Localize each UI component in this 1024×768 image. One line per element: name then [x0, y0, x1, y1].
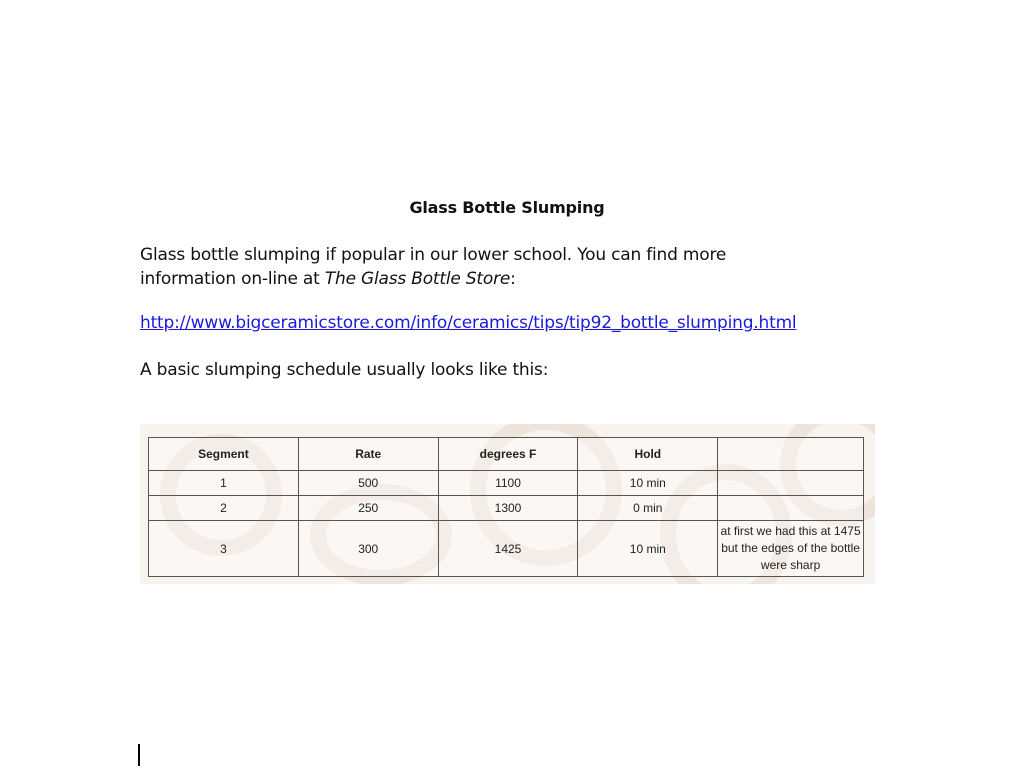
- cell-rate: 500: [298, 471, 438, 496]
- intro-line-1: Glass bottle slumping if popular in our lower school. You can find more: [140, 245, 727, 265]
- schedule-intro: A basic slumping schedule usually looks like this:: [140, 360, 549, 380]
- header-degrees-f: degrees F: [438, 438, 578, 471]
- cell-hold: 10 min: [578, 471, 718, 496]
- table-row: [149, 521, 864, 577]
- cell-degrees: 1425: [438, 521, 578, 577]
- intro-line-2-suffix: :: [510, 269, 516, 289]
- header-notes: [718, 438, 864, 471]
- schedule-table-image: [140, 424, 875, 584]
- intro-paragraph: [140, 243, 900, 291]
- header-rate: Rate: [298, 438, 438, 471]
- bottle-slumping-link[interactable]: http://www.bigceramicstore.com/info/ceramics/tips/tip92_bottle_slumping.html: [140, 313, 797, 333]
- document-title: Glass Bottle Slumping: [409, 198, 605, 217]
- text-cursor[interactable]: [138, 744, 140, 766]
- intro-line-2-prefix: information on-line at: [140, 269, 325, 289]
- cell-rate: 250: [298, 496, 438, 521]
- cell-degrees: 1300: [438, 496, 578, 521]
- table-row: [149, 496, 864, 521]
- header-segment: Segment: [149, 438, 299, 471]
- header-hold: Hold: [578, 438, 718, 471]
- cell-segment: 1: [149, 471, 299, 496]
- cell-hold: 10 min: [578, 521, 718, 577]
- cell-rate: 300: [298, 521, 438, 577]
- cell-segment: 2: [149, 496, 299, 521]
- cell-degrees: 1100: [438, 471, 578, 496]
- cell-hold: 0 min: [578, 496, 718, 521]
- store-name: The Glass Bottle Store: [324, 269, 511, 289]
- cell-note: [718, 496, 864, 521]
- table-header-row: [149, 438, 864, 471]
- cell-note: at first we had this at 1475 but the edges of the bottle were sharp: [718, 521, 864, 577]
- link-paragraph: [140, 311, 900, 335]
- cell-segment: 3: [149, 521, 299, 577]
- schedule-table: [148, 437, 864, 577]
- cell-note: [718, 471, 864, 496]
- table-row: [149, 471, 864, 496]
